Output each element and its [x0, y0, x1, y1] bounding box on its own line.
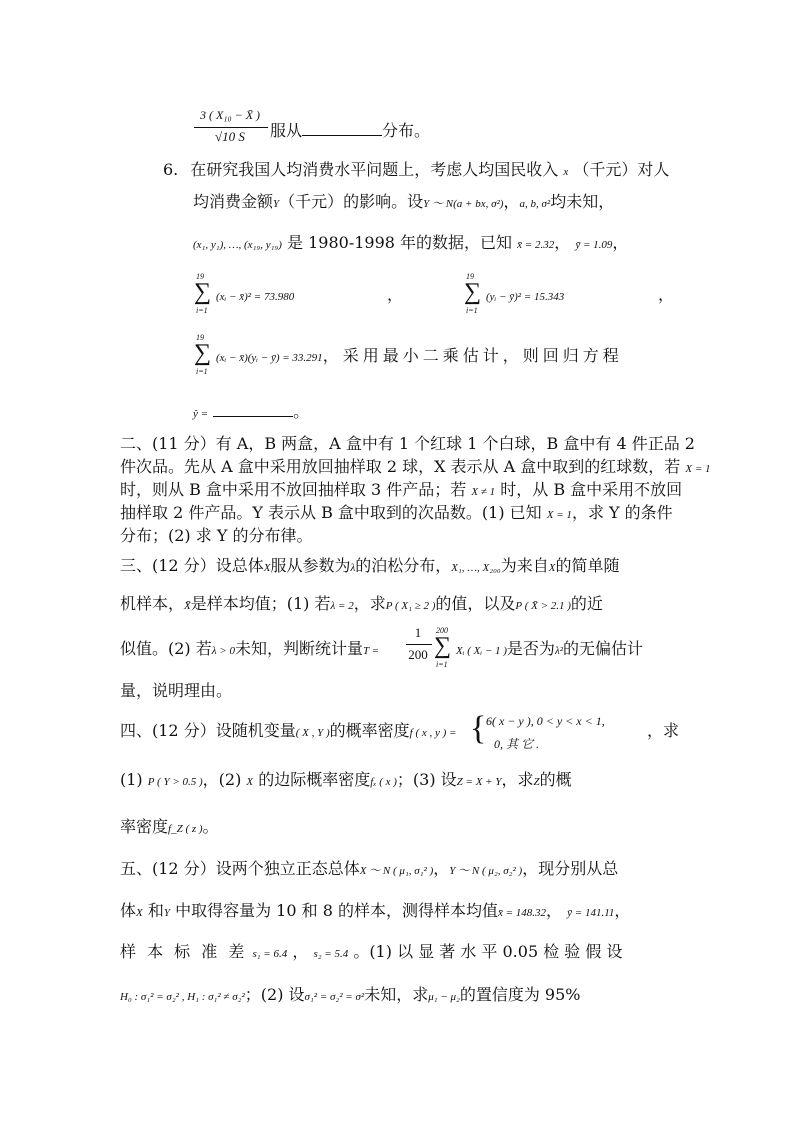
density-case-2: 0, 其 它 .	[494, 737, 540, 751]
q6-line-1: 6. 在研究我国人均消费水平问题上，考虑人均国民收入 x （千元）对人	[163, 160, 670, 179]
q6-line-2: 均消费金额Y（千元）的影响。设Y ～ N(a + bx, σ²)，a, b, σ²均未知，	[193, 192, 615, 211]
comma: ，	[387, 285, 404, 304]
sum-syy: (yᵢ − ȳ)² = 15.343	[486, 291, 565, 303]
regression-answer-line: ŷ = 。	[193, 402, 310, 421]
q3-line-3a: 似值。(2) 若λ > 0未知，判断统计量T =	[120, 639, 380, 658]
q4-line-2: (1) P ( Y > 0.5 )，(2) X 的边际概率密度fₓ ( x )；(3) 设Z = X + Y，求Z的概	[120, 770, 572, 789]
fraction-denominator: √10 S	[215, 129, 245, 144]
q4-line-1-end: ，求	[647, 721, 680, 740]
cases-brace: {	[470, 710, 487, 747]
q3-line-2: 机样本，X̄是样本均值；(1) 若λ = 2，求P ( X₁ ≥ 2 )的值，以及P ( X̄ > 2.1 )的近	[120, 594, 603, 613]
q3-line-4: 量，说明理由。	[120, 681, 233, 700]
fraction-denominator: 200	[408, 647, 428, 662]
q5-line-3: 样 本 标 准 差 s₁ = 6.4 ， s₂ = 5.4 。(1) 以 显 著 水 平 0.05 检 验 假 设	[120, 942, 623, 961]
sum-sxx: (xᵢ − x̄)² = 73.980	[216, 291, 295, 303]
q2-line-4: 抽样取 2 件产品。Y 表示从 B 盒中取到的次品数。(1) 已知 X = 1，求 Y 的条件	[120, 503, 673, 522]
density-case-1: 6( x − y ), 0 < y < x < 1,	[486, 714, 605, 728]
q4-line-3: 率密度f_Z ( z )。	[120, 817, 219, 836]
q2-line-5: 分布；(2) 求 Y 的分布律。	[120, 526, 313, 545]
fraction-numerator: 1	[414, 625, 422, 640]
q3-line-1: 三、(12 分）设总体X服从参数为λ的泊松分布，X₁, …, X₂₀₀为来自X的简单随	[120, 556, 620, 575]
fraction-bar	[406, 644, 432, 645]
fraction-numerator: 3 ( X₁₀ − X̄ )	[199, 108, 261, 122]
fraction-bar	[194, 127, 268, 128]
q6-line-5: (xᵢ − x̄)(yᵢ − ȳ) = 33.291，采用最小二乘估计，则回归方程	[216, 346, 623, 365]
q5-line-1: 五、(12 分）设两个独立正态总体X ～ N ( μ₁, σ₁² )，Y ～ N ( μ₂, σ₂² )，现分别从总	[120, 859, 619, 878]
q4-line-1: 四、(12 分）设随机变量( X , Y )的概率密度f ( x , y ) =	[120, 721, 457, 740]
q5-line-4: H₀ : σ₁² = σ₂² , H₁ : σ₁² ≠ σ₂²；(2) 设σ₁² = σ₂² = σ²未知，求μ₁ − μ₂的置信度为 95%	[120, 985, 581, 1004]
answer-blank[interactable]	[213, 400, 293, 417]
q6-line-3: (x₁, y₁), …, (x₁₉, y₁₉) 是 1980-1998 年的数据，已知 x̄ = 2.32， ȳ = 1.09，	[193, 233, 629, 252]
q5-line-2: 体X 和Y 中取得容量为 10 和 8 的样本，测得样本均值x̄ = 148.32， ȳ = 141.11，	[120, 901, 631, 920]
comma: ，	[658, 285, 675, 304]
q2-line-1: 二、(11 分）有 A，B 两盒，A 盒中有 1 个红球 1 个白球，B 盒中有 4 件正品 2	[120, 434, 695, 453]
q3-line-3b: Xᵢ ( Xᵢ − 1 )是否为λ²的无偏估计	[456, 639, 644, 658]
distribution-blank-line: 服从 分布。	[270, 121, 431, 140]
q2-line-2: 件次品。先从 A 盒中采用放回抽样取 2 球，X 表示从 A 盒中取到的红球数，若 X = 1	[120, 457, 711, 476]
q2-line-3: 时，则从 B 盒中采用不放回抽样取 3 件产品；若 X ≠ 1 时，从 B 盒中采用不放回	[120, 480, 683, 499]
answer-blank[interactable]	[302, 119, 382, 136]
